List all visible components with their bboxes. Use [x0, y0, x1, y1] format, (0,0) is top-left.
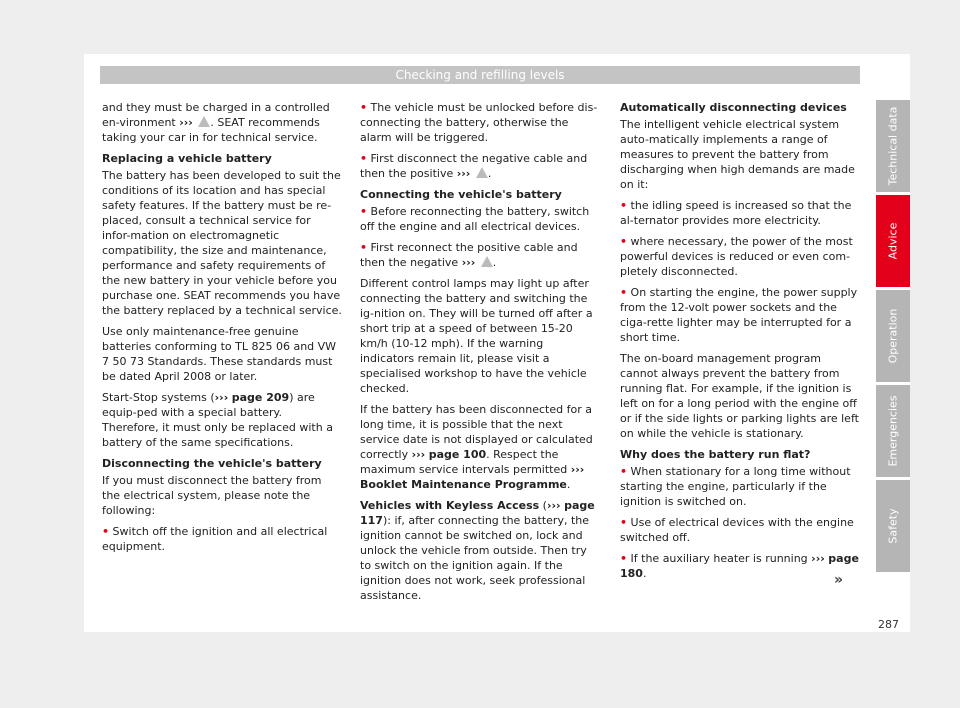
section-heading: Why does the battery run flat? — [620, 448, 811, 461]
page-number: 287 — [878, 618, 899, 631]
text: If the auxiliary heater is running — [630, 552, 808, 565]
column-3 — [620, 100, 860, 587]
text: Switch off the ignition and all electrical equipment. — [102, 525, 328, 553]
paragraph: Use only maintenance-free genuine batteries conforming to TL 825 06 and VW 7 50 73 Standards. These standards must be dated April 2008 or later. — [102, 325, 337, 383]
section-heading: Disconnecting the vehicle's battery — [102, 457, 322, 470]
paragraph: Different control lamps may light up after connecting the battery and switching the ig-nition on. They will be turned off after a short trip at a speed of between 15-20 km/h (10-12 mph). If the warning indicators remain lit, please visit a specialised workshop to have the vehicle checked. — [360, 277, 593, 395]
list-item — [620, 464, 860, 509]
arrow-icon: ››› — [546, 499, 561, 512]
list-item: • First reconnect the positive cable and then the negative ››› . — [360, 241, 578, 269]
arrow-icon: ››› — [461, 256, 476, 269]
tab-label: Advice — [886, 222, 900, 260]
tab-label: Operation — [886, 308, 900, 364]
tab-label: Safety — [886, 508, 900, 544]
tab-advice[interactable] — [876, 195, 910, 287]
list-item — [620, 285, 860, 345]
tab-label: Technical data — [886, 106, 900, 186]
section-heading: Connecting the vehicle's battery — [360, 188, 562, 201]
page-link[interactable]: page 117 — [360, 499, 595, 527]
list-item — [620, 198, 860, 228]
list-item — [620, 515, 860, 545]
text: where necessary, the power of the most powerful devices is reduced or even com-pletely disconnected. — [620, 235, 853, 278]
arrow-icon: ››› — [179, 116, 193, 129]
paragraph: The intelligent vehicle electrical system auto-matically implements a range of measures to prevent the battery from discharging when high demands are made on it: — [620, 118, 855, 191]
section-heading: Replacing a vehicle battery — [102, 152, 272, 165]
text: . SEAT recommends taking your car in for technical service. — [102, 116, 320, 144]
continue-icon: » — [834, 572, 844, 588]
list-item — [620, 234, 860, 279]
section-heading: Automatically disconnecting devices — [620, 101, 847, 114]
text: If the battery has been disconnected for a long time, it is possible that the next service date is not displayed or calculated correctly — [360, 403, 593, 461]
tab-emergencies[interactable] — [876, 385, 910, 477]
arrow-icon: ››› — [811, 552, 825, 565]
text: The vehicle must be unlocked before dis-connecting the battery, otherwise the alarm will be triggered. — [360, 101, 598, 144]
text: ) are equip-ped with a special battery. Therefore, it must only be replaced with a battery of the same specifications. — [102, 391, 333, 449]
bullet-icon: • — [360, 241, 368, 254]
arrow-icon: ››› — [456, 167, 471, 180]
text: the idling speed is increased so that the al-ternator provides more electricity. — [620, 199, 852, 227]
text: . Respect the maximum service intervals permitted — [360, 448, 568, 476]
bullet-icon: • — [360, 205, 368, 218]
text: First reconnect the positive cable and then the negative — [360, 241, 578, 269]
arrow-icon: ››› — [570, 463, 585, 476]
arrow-icon: ››› — [214, 391, 229, 404]
bullet-icon: • — [102, 525, 110, 538]
bullet-icon: • — [620, 465, 628, 478]
paragraph: The on-board management program cannot always prevent the battery from running flat. For example, if the ignition is left on for a long period with the engine off or if the side lights or parking lights are left on while the vehicle is stationary. — [620, 352, 859, 440]
text: and they must be charged in a controlled en-vironment — [102, 101, 330, 129]
bullet-icon: • — [620, 552, 628, 565]
paragraph: If you must disconnect the battery from the electrical system, please note the following: — [102, 474, 322, 517]
bullet-icon: • — [360, 101, 368, 114]
list-item: • First disconnect the negative cable and then the positive ››› . — [360, 152, 588, 180]
page-link[interactable]: page 180 — [620, 552, 859, 580]
bullet-icon: • — [620, 516, 628, 529]
bullet-icon: • — [360, 152, 368, 165]
list-item — [360, 204, 600, 234]
paragraph: The battery has been developed to suit the conditions of its location and has special safety features. If the battery must be re-placed, consult a technical service for infor-mation on electromagnetic compatibility, the size and maintenance, performance and safety requirements of the new battery in your vehicle before you purchase one. SEAT recommends you have the battery replaced by a technical service. — [102, 169, 342, 317]
tab-technical-data[interactable] — [876, 100, 910, 192]
bullet-icon: • — [620, 286, 628, 299]
paragraph — [102, 390, 342, 450]
paragraph: Vehicles with Keyless Access (››› page 117): if, after connecting the battery, the ignition cannot be switched on, lock and unlock the vehicle from outside. Then try to switch on the ignition again. If the ignition does not work, seek professional assistance. — [360, 499, 595, 602]
paragraph: If the battery has been disconnected for a long time, it is possible that the next service date is not displayed or calculated correctly ››› page 100. Respect the maximum service intervals permitted ››› Booklet Maintenance Programme. — [360, 403, 593, 491]
column-1 — [102, 100, 342, 560]
page-title: Checking and refilling levels — [395, 68, 565, 82]
warning-triangle-icon — [198, 116, 210, 127]
arrow-icon: ››› — [411, 448, 426, 461]
text: When stationary for a long time without starting the engine, particularly if the ignition is switched on. — [620, 465, 851, 508]
text: Start-Stop systems ( — [102, 391, 215, 404]
list-item: • If the auxiliary heater is running ››› page 180. — [620, 552, 859, 580]
warning-triangle-icon — [481, 256, 493, 267]
warning-triangle-icon — [476, 167, 488, 178]
text: On starting the engine, the power supply from the 12-volt power sockets and the ciga-rette lighter may be interrupted for a short time. — [620, 286, 858, 344]
bullet-icon: • — [620, 235, 628, 248]
text: First disconnect the negative cable and then the positive — [360, 152, 588, 180]
page-link[interactable]: page 209 — [231, 391, 290, 404]
text: Before reconnecting the battery, switch off the engine and all electrical devices. — [360, 205, 590, 233]
list-item — [102, 524, 342, 554]
page-link[interactable]: page 100 — [428, 448, 487, 461]
bullet-icon: • — [620, 199, 628, 212]
booklet-link[interactable]: Booklet Maintenance Programme — [360, 478, 567, 491]
column-2 — [360, 100, 600, 609]
tab-safety[interactable] — [876, 480, 910, 572]
keyless-heading: Vehicles with Keyless Access — [360, 499, 540, 512]
tab-label: Emergencies — [886, 395, 900, 467]
tab-operation[interactable] — [876, 290, 910, 382]
text: Use of electrical devices with the engine switched off. — [620, 516, 854, 544]
paragraph — [102, 100, 342, 145]
side-tabs — [876, 100, 910, 575]
list-item — [360, 100, 600, 145]
text: : if, after connecting the battery, the ignition cannot be switched on, lock and unlock the vehicle from outside. Then try to switch on the ignition again. If the ignition does not work, seek professional assistance. — [360, 514, 590, 602]
